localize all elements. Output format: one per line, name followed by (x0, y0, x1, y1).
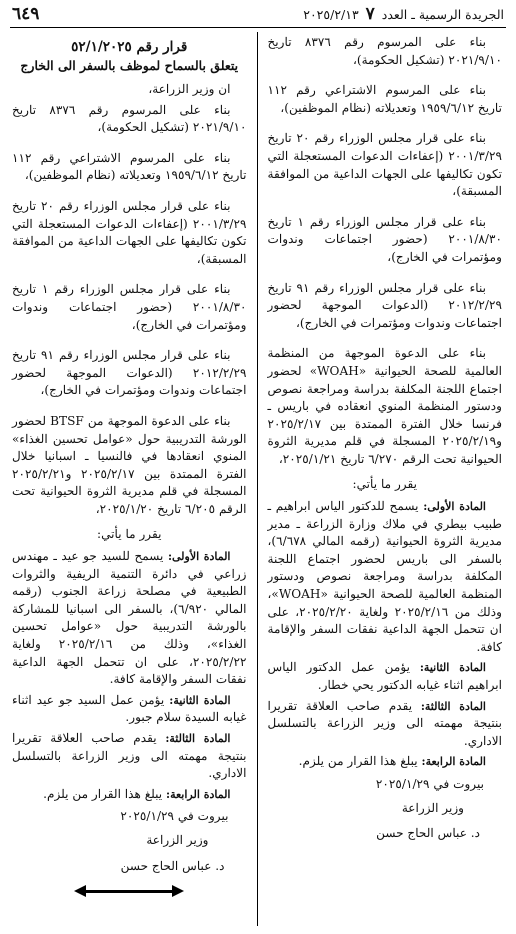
article-label: المادة الثانية: (419, 661, 486, 675)
preamble-paragraph: بناء على قرار مجلس الوزراء رقم ٩١ تاريخ ٢٠١٢/٢/٢٩ (الدعوات الموجهة لحضور اجتماعات وندوات ومؤتمرات في الخارج)، (12, 348, 247, 398)
journal-title-line (303, 4, 504, 24)
preamble-paragraph: بناء على المرسوم الاشتراعي رقم ١١٢ تاريخ ١٩٥٩/٦/١٢ وتعديلاته (نظام الموظفين)، (12, 150, 247, 183)
article-label: المادة الثالثة: (420, 699, 486, 713)
place-date: بيروت في ٢٠٢٥/١/٢٩ (375, 776, 484, 791)
page-number: ٦٤٩ (12, 4, 40, 24)
column-divider (257, 32, 258, 926)
signatory-title: وزير الزراعة (401, 800, 464, 815)
decides-heading: يقرر ما يأتي: (97, 527, 162, 542)
article (268, 498, 503, 656)
article-label: المادة الأولى: (167, 550, 231, 564)
article (12, 730, 247, 783)
page-header (10, 0, 506, 28)
decision-subject: يتعلق بالسماح لموظف بالسفر الى الخارج (20, 58, 239, 73)
article (12, 786, 247, 804)
preamble-paragraph: بناء على قرار مجلس الوزراء رقم ١ تاريخ ٢٠٠١/٨/٣٠ (حضور اجتماعات وندوات ومؤتمرات في الخارج)، (12, 282, 247, 332)
article-label: المادة الثانية: (169, 693, 231, 707)
article-text: يبلغ هذا القرار من يلزم. (43, 786, 163, 801)
preamble-paragraph: بناء على قرار مجلس الوزراء رقم ٢٠ تاريخ ٢٠٠١/٣/٢٩ (إعفاءات الدعوات المستعجلة التي تكون تكاليفها على الجهات الداعية من الموافقة المسبقة)، (12, 198, 247, 266)
article (268, 659, 503, 694)
article (12, 692, 247, 727)
preamble-paragraph: بناء على الدعوة الموجهة من المنظمة العالمية للصحة الحيوانية «WOAH» لحضور اجتماع اللجنة المكلفة بدراسة ومراجعة نصوص ودستور المنظمة المنوي انعقاده في باريس ـ فرنسا خلال الفترة الممتدة بين ٢٠٢٥/٢/١٧ و٢٠٢٥/٢/١٩ المسجلة في قلم مديرية الثروة الحيوانية تحت الرقم ٦/٢٧٠ تاريخ ٢٠٢٥/١/٢١، (267, 346, 502, 466)
article-text: يؤمن عمل الدكتور الياس ابراهيم اثناء غيابه الدكتور يحي خطار. (267, 660, 502, 692)
article-text: يقدم صاحب العلاقة تقريرا بنتيجة مهمته الى وزير الزراعة بالتسلسل الاداري. (267, 698, 502, 748)
issue-date: ٢٠٢٥/٢/١٣ (303, 7, 359, 22)
right-column (258, 34, 507, 926)
article-text: يسمح للسيد جو عيد ـ مهندس زراعي في دائرة التنمية الريفية والثروات الطبيعية في مصلحة زراعة الجنوب (رقمه المالي ٦/٩٢٠)، بالسفر الى اسبانيا للمشاركة بالورشة التدريبية حول «عوامل تحسين الغذاء»، وذلك من ٢٠٢٥/٢/١٦ ولغاية ٢٠٢٥/٢/٢٢، على ان تتحمل الجهة الداعية نفقات السفر والإقامة كافة. (12, 549, 247, 687)
article-text: يسمح للدكتور الياس ابراهيم ـ طبيب بيطري في ملاك وزارة الزراعة ـ مدير مديرية الثروة الحيوانية (رقمه المالي ٦/٦٧٨)، بالسفر الى باريس لحضور اجتماع اللجنة المكلفة بدراسة ومراجعة نصوص ودستور المنظمة العالمية للصحة الحيوانية «WOAH»، وذلك من ٢٠٢٥/٢/١٦ ولغاية ٢٠٢٥/٢/٢٠، على ان تتحمل الجهة الداعية نفقات السفر والإقامة كافة. (267, 499, 502, 654)
signatory-name: د. عباس الحاج حسن (376, 826, 480, 841)
opening-line: ان وزير الزراعة، (148, 82, 231, 96)
journal-title: الجريدة الرسمية ـ العدد (381, 7, 504, 22)
article-text: يبلغ هذا القرار من يلزم. (298, 754, 418, 769)
article (12, 548, 247, 689)
signatory-name: د. عباس الحاج حسن (120, 858, 225, 873)
left-column (8, 34, 257, 926)
decision-title: قرار رقم ٥٢/١/٢٠٢٥ (71, 39, 188, 55)
preamble-paragraph: بناء على قرار مجلس الوزراء رقم ١ تاريخ ٢٠٠١/٨/٣٠ (حضور اجتماعات وندوات ومؤتمرات في الخارج)، (267, 214, 502, 264)
issue-number: ٧ (365, 4, 375, 24)
columns (8, 34, 506, 926)
preamble-paragraph: بناء على الدعوة الموجهة من BTSF لحضور الورشة التدريبية حول «عوامل تحسين الغذاء» المنوي انعقادها في فالنسيا ـ اسبانيا خلال الفترة الممتدة بين ٢٠٢٥/٢/١٧ و٢٠٢٥/٢/٢١ المسجلة في قلم مديرية الثروة الحيوانية تحت الرقم ٦/٢٠٥ تاريخ ٢٠٢٥/١/٢٠، (12, 413, 247, 516)
article-text: يؤمن عمل السيد جو عيد اثناء غيابه السيدة سلام جبور. (12, 692, 247, 725)
article-label: المادة الأولى: (423, 500, 486, 514)
preamble-paragraph: بناء على المرسوم رقم ٨٣٧٦ تاريخ ٢٠٢١/٩/١٠ (تشكيل الحكومة)، (12, 102, 247, 135)
preamble-paragraph: بناء على المرسوم رقم ٨٣٧٦ تاريخ ٢٠٢١/٩/١٠ (تشكيل الحكومة)، (267, 35, 502, 67)
signatory-title: وزير الزراعة (146, 832, 209, 847)
preamble-paragraph: بناء على المرسوم الاشتراعي رقم ١١٢ تاريخ ١٩٥٩/٦/١٢ وتعديلاته (نظام الموظفين)، (267, 83, 502, 115)
decides-heading: يقرر ما يأتي: (352, 477, 417, 492)
article (268, 698, 503, 751)
preamble-paragraph: بناء على قرار مجلس الوزراء رقم ٢٠ تاريخ ٢٠٠١/٣/٢٩ (إعفاءات الدعوات المستعجلة التي تكون تكاليفها على الجهات الداعية من الموافقة المسبقة)، (267, 131, 502, 199)
preamble-paragraph: بناء على قرار مجلس الوزراء رقم ٩١ تاريخ ٢٠١٢/٢/٢٩ (الدعوات الموجهة لحضور اجتماعات وندوات ومؤتمرات في الخارج)، (267, 280, 502, 330)
end-of-decision-arrow-icon (74, 885, 184, 897)
article-label: المادة الرابعة: (166, 787, 231, 801)
place-date: بيروت في ٢٠٢٥/١/٢٩ (120, 809, 229, 824)
article-label: المادة الرابعة: (421, 755, 486, 769)
article-label: المادة الثالثة: (165, 732, 231, 745)
article (268, 753, 503, 771)
article-text: يقدم صاحب العلاقة تقريرا بنتيجة مهمته الى وزير الزراعة بالتسلسل الاداري. (12, 731, 247, 781)
